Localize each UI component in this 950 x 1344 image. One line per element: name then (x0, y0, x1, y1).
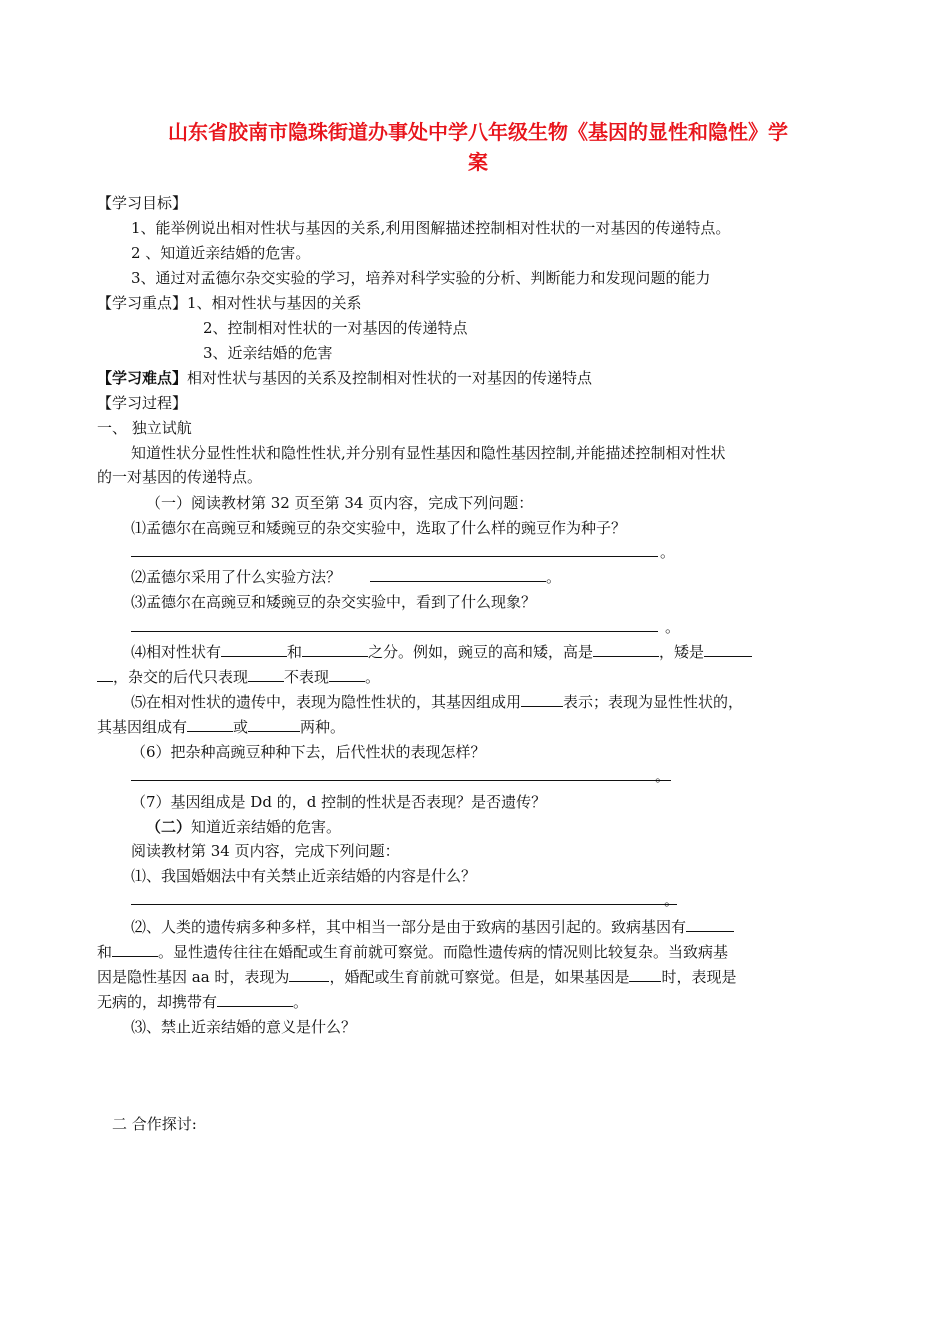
answer-line-q6[interactable] (131, 780, 671, 781)
p2q2-text-h: 。 (293, 993, 309, 1011)
p2q2-text-b: 和 (97, 943, 113, 961)
difficulty-text: 相对性状与基因的关系及控制相对性状的一对基因的传递特点 (187, 369, 593, 387)
part-2-question-1: ⑴、我国婚姻法中有关禁止近亲结婚的内容是什么？ (131, 867, 477, 885)
blank-shown[interactable] (248, 667, 284, 682)
answer-line-q3[interactable] (131, 631, 658, 632)
q4-text-c: 之分。例如，豌豆的高和矮，高是 (368, 643, 594, 661)
goal-3: 3、通过对孟德尔杂交实验的学习，培养对科学实验的分析、判断能力和发现问题的能力 (131, 269, 711, 287)
q4-text-d: ，矮是 (659, 643, 705, 661)
key-header: 【学习重点】 (97, 294, 188, 312)
part-2-question-2-line-3 (97, 967, 736, 987)
p2q2-text-c: 。显性遗传往往在婚配或生育前就可察觉。而隐性遗传病的情况则比较复杂。当致病基 (158, 943, 729, 961)
blank-not-shown[interactable] (329, 667, 365, 682)
p2q2-text-a: ⑵、人类的遗传病多种多样，其中相当一部分是由于致病的基因引起的。致病基因有 (131, 918, 687, 936)
question-7: （7）基因组成是 Dd 的，d 控制的性状是否表现？是否遗传？ (131, 793, 547, 811)
blank-recessive-genotype[interactable] (521, 692, 563, 707)
q4-text-b: 和 (287, 643, 303, 661)
blank-gene-type-2[interactable] (112, 942, 158, 957)
period-mark: 。 (665, 618, 681, 636)
answer-line-p2q1[interactable] (131, 904, 677, 905)
intro-line-1: 知道性状分显性性状和隐性性状,并分别有显性基因和隐性基因控制,并能描述控制相对性状 (131, 444, 726, 462)
part-2-question-3: ⑶、禁止近亲结婚的意义是什么？ (131, 1018, 357, 1036)
part-2-title: （二） (146, 818, 192, 836)
goals-header: 【学习目标】 (97, 194, 188, 212)
period-mark: 。 (664, 891, 680, 909)
q4-text-e: ，杂交的后代只表现 (113, 668, 249, 686)
q5-text-a: ⑸在相对性状的遗传中，表现为隐性性状的，其基因组成用 (131, 693, 522, 711)
p2q2-text-e: ，婚配或生育前就可察觉。但是，如果基因是 (329, 968, 630, 986)
part-2-title-row (146, 817, 341, 837)
part-2-question-2-line-4 (97, 992, 308, 1012)
period-mark: 。 (660, 543, 676, 561)
q5-text-c: 其基因组成有 (97, 718, 188, 736)
answer-line-q2[interactable] (370, 581, 546, 582)
q4-text-f: 不表现 (284, 668, 330, 686)
key-point-1: 1、相对性状与基因的关系 (187, 294, 362, 312)
title-line-1: 山东省胶南市隐珠街道办事处中学八年级生物《基因的显性和隐性》学 (168, 120, 788, 144)
key-point-3: 3、近亲结婚的危害 (203, 344, 333, 362)
key-point-2: 2、控制相对性状的一对基因的传递特点 (203, 319, 468, 337)
period-mark: 。 (546, 568, 562, 586)
goal-2: 2 、知道近亲结婚的危害。 (131, 244, 311, 262)
blank-carrier-genotype[interactable] (629, 967, 661, 982)
title-line-2: 案 (468, 150, 488, 174)
p2q2-text-d: 因是隐性基因 aa 时，表现为 (97, 968, 290, 986)
blank-dominant-genotype-1[interactable] (187, 717, 233, 732)
blank-short[interactable] (704, 642, 752, 657)
p2q2-text-f: 时，表现是 (661, 968, 737, 986)
question-5-line-2 (97, 717, 345, 737)
blank-carried-gene[interactable] (217, 992, 293, 1007)
blank-relative-trait-2[interactable] (302, 642, 368, 657)
difficulty-header: 【学习难点】 (97, 369, 188, 387)
section-2-title: 二 合作探讨: (112, 1115, 197, 1133)
blank-dominant-genotype-2[interactable] (248, 717, 300, 732)
answer-line-q1[interactable] (131, 556, 658, 557)
q5-text-d: 或 (233, 718, 249, 736)
blank-aa-phenotype[interactable] (289, 967, 329, 982)
document-title (98, 117, 858, 177)
question-2: ⑵孟德尔采用了什么实验方法？ (131, 568, 342, 586)
difficulty-row (97, 368, 592, 388)
blank-relative-trait-1[interactable] (221, 642, 287, 657)
blank-short-cont[interactable] (97, 667, 113, 682)
part-2-title-rest: 知道近亲结婚的危害。 (191, 818, 342, 836)
part-2-question-2-line-2 (97, 942, 728, 962)
key-points-row (97, 293, 362, 313)
p2q2-text-g: 无病的，却携带有 (97, 993, 218, 1011)
question-6: （6）把杂种高豌豆种种下去，后代性状的表现怎样？ (131, 743, 486, 761)
part-1-title: （一）阅读教材第 32 页至第 34 页内容，完成下列问题： (146, 494, 534, 512)
section-1-title: 一、 独立试航 (97, 419, 192, 437)
goal-1: 1、能举例说出相对性状与基因的关系,利用图解描述控制相对性状的一对基因的传递特点。 (131, 219, 731, 237)
blank-tall[interactable] (593, 642, 659, 657)
q4-text-g: 。 (365, 668, 381, 686)
intro-line-2: 的一对基因的传递特点。 (97, 468, 263, 486)
question-4-line-1 (131, 642, 752, 662)
period-mark: 。 (655, 767, 671, 785)
q5-text-e: 两种。 (300, 718, 346, 736)
question-1: ⑴孟德尔在高豌豆和矮豌豆的杂交实验中，选取了什么样的豌豆作为种子？ (131, 519, 627, 537)
q4-text-a: ⑷相对性状有 (131, 643, 222, 661)
q5-text-b: 表示；表现为显性性状的， (563, 693, 744, 711)
part-2-question-2-line-1 (131, 917, 734, 937)
part-2-reading: 阅读教材第 34 页内容，完成下列问题： (131, 842, 400, 860)
process-header: 【学习过程】 (97, 394, 188, 412)
question-4-line-2 (97, 667, 380, 687)
blank-gene-type-1[interactable] (686, 917, 734, 932)
question-3: ⑶孟德尔在高豌豆和矮豌豆的杂交实验中，看到了什么现象？ (131, 593, 537, 611)
question-5-line-1 (131, 692, 743, 712)
